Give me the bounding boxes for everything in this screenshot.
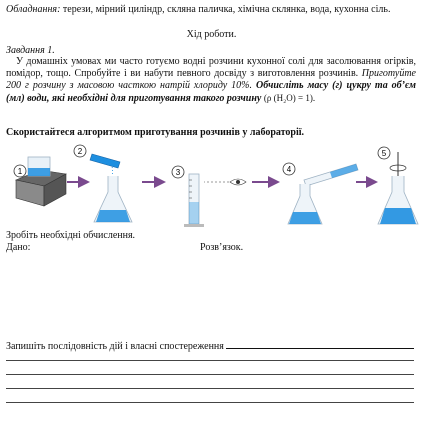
equipment-label: Обладнання: [6, 4, 61, 15]
equipment-paragraph [6, 4, 416, 16]
answer-blank[interactable] [226, 339, 414, 349]
cut-off-text [6, 0, 10, 2]
solution-label: Розв’язок. [200, 242, 244, 253]
answer-line-2[interactable] [6, 374, 414, 375]
pouring-flask-icon [74, 145, 132, 222]
stirring-flask-icon [378, 147, 418, 224]
given-label: Дано: [6, 242, 31, 253]
task-title: Завдання 1. [6, 45, 55, 56]
scale-icon [14, 157, 66, 206]
calculation-note: Зробіть необхідні обчислення. [6, 230, 136, 241]
answer-line-3[interactable] [6, 388, 414, 389]
step-number-1: 1 [17, 167, 23, 176]
answer-line-4[interactable] [6, 402, 414, 403]
graduated-cylinder-icon [172, 166, 246, 227]
step-number-5: 5 [381, 149, 387, 158]
section-heading: Хід роботи. [186, 29, 237, 40]
steps-prompt: Запишіть послідовність дій і власні спостереження [6, 341, 224, 352]
step-number-3: 3 [175, 168, 181, 177]
step-number-4: 4 [286, 165, 292, 174]
solution-prep-illustration [0, 140, 423, 230]
task-prompt-2: Обчисліть масу (г) цукру та об’єм (мл) води, які необхідні для приготування такого розчину [6, 80, 417, 104]
answer-line-1[interactable] [6, 360, 414, 361]
steps-prompt-line [6, 339, 414, 353]
task-prompt-1: Приготуйте 200 г розчину з масовою часткою натрій хлориду 10%. [6, 68, 416, 91]
water-pour-flask-icon [283, 163, 358, 224]
equipment-text: терези, мірний циліндр, скляна паличка, хімічна склянка, вода, кухонна сіль. [60, 4, 391, 15]
step-number-2: 2 [77, 147, 83, 156]
task-body [6, 56, 416, 105]
algorithm-hint: Скористайтеся алгоритмом приготування розчинів у лабораторії. [6, 127, 305, 138]
density-note: (ρ (H₂O) = 1). [263, 93, 316, 103]
task-intro: У домашніх умовах ми часто готуємо водні розчини кухонної солі для засолювання огірків, помідор, тощо. Спробуйте і ви набути певного досвіду з виготовлення розчинів. [6, 56, 416, 79]
